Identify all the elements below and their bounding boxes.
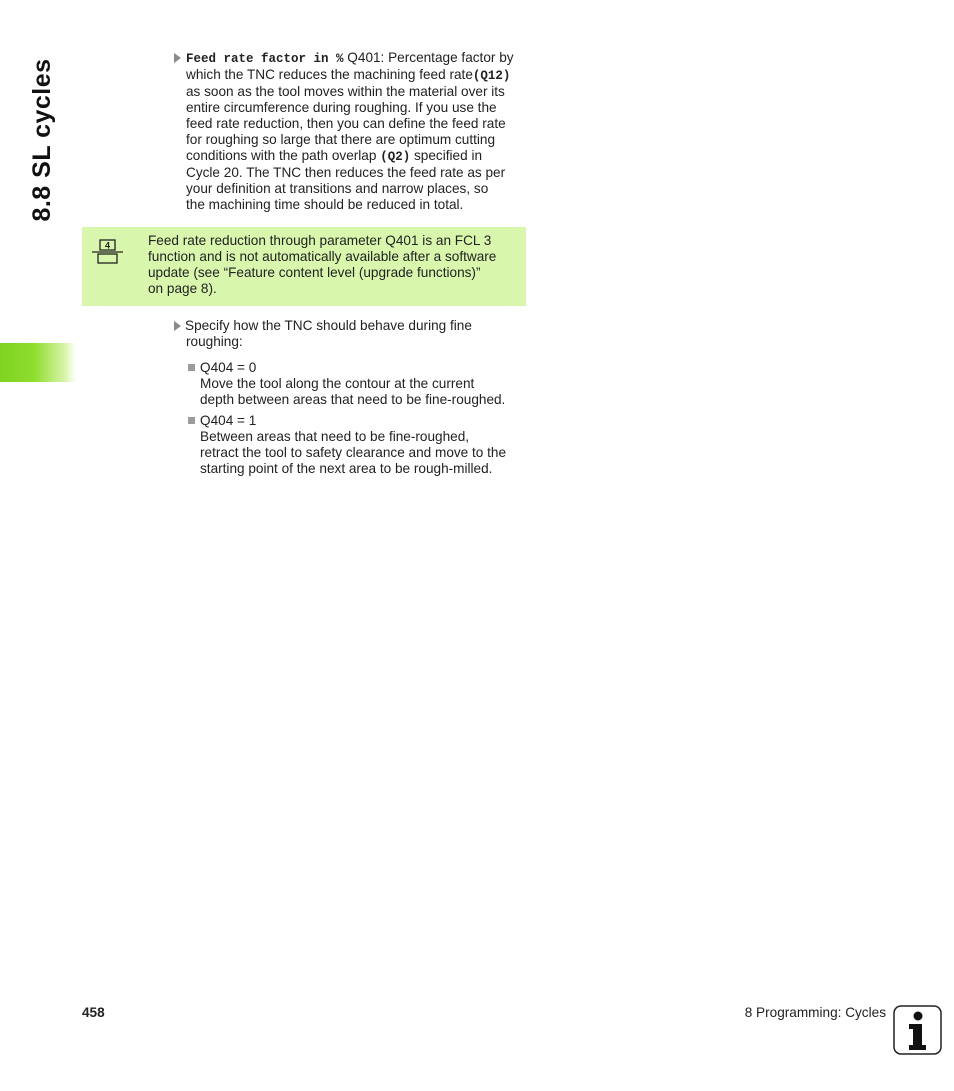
option-q404-1 xyxy=(200,413,535,477)
text-line: Between areas that need to be fine-roughed, xyxy=(200,429,470,444)
option-label: Q404 = 0 xyxy=(200,360,257,375)
code-q12: (Q12) xyxy=(472,69,511,83)
page-number: 458 xyxy=(82,1005,105,1020)
text-line: Specify how the TNC should behave during fine xyxy=(185,318,472,333)
square-bullet-icon xyxy=(188,417,195,424)
text-line: your definition at transitions and narrow places, so xyxy=(186,181,489,196)
text-line: as soon as the tool moves within the material over its xyxy=(186,84,505,99)
text-line: which the TNC reduces the machining feed rate(Q12) xyxy=(186,67,511,83)
svg-text:4: 4 xyxy=(104,240,111,251)
text-line: retract the tool to safety clearance and move to the xyxy=(200,445,507,460)
text-line: function and is not automatically available after a software xyxy=(148,249,497,264)
text-line: feed rate reduction, then you can define the feed rate xyxy=(186,116,506,131)
info-icon[interactable] xyxy=(893,1005,942,1055)
text-line: Cycle 20. The TNC then reduces the feed rate as per xyxy=(186,165,506,180)
option-label: Q404 = 1 xyxy=(200,413,257,428)
fine-roughing-paragraph xyxy=(185,318,530,350)
text-line: the machining time should be reduced in total. xyxy=(186,197,464,212)
section-title-text: 8.8 SL cycles xyxy=(28,58,56,222)
fcl-note-icon xyxy=(91,238,125,266)
text-line: conditions with the path overlap (Q2) specified in xyxy=(186,148,483,164)
section-title xyxy=(28,40,56,240)
text-line: Feed rate factor in % Q401: Percentage factor by xyxy=(186,50,514,66)
text-line: entire circumference during roughing. If you use the xyxy=(186,100,497,115)
note-text xyxy=(148,233,520,297)
triangle-bullet-icon xyxy=(174,321,181,331)
code-q2: (Q2) xyxy=(380,150,411,164)
fcl-note-box xyxy=(82,227,526,306)
text-line: Feed rate reduction through parameter Q401 is an FCL 3 xyxy=(148,233,492,248)
text-line: Move the tool along the contour at the current xyxy=(200,376,475,391)
chapter-tab-marker xyxy=(0,343,76,382)
text-line: on page 8). xyxy=(148,281,217,296)
option-q404-0 xyxy=(200,360,535,408)
triangle-bullet-icon xyxy=(174,53,181,63)
text-line: starting point of the next area to be rough-milled. xyxy=(200,461,493,476)
parameter-term: Feed rate factor in % xyxy=(186,52,344,66)
text-line: update (see “Feature content level (upgrade functions)” xyxy=(148,265,481,280)
text-line: depth between areas that need to be fine-roughed. xyxy=(200,392,506,407)
chapter-label: 8 Programming: Cycles xyxy=(744,1005,886,1020)
text-line: roughing: xyxy=(186,334,243,349)
feed-rate-paragraph xyxy=(186,50,531,213)
text-line: for roughing so large that there are optimum cutting xyxy=(186,132,496,147)
square-bullet-icon xyxy=(188,364,195,371)
